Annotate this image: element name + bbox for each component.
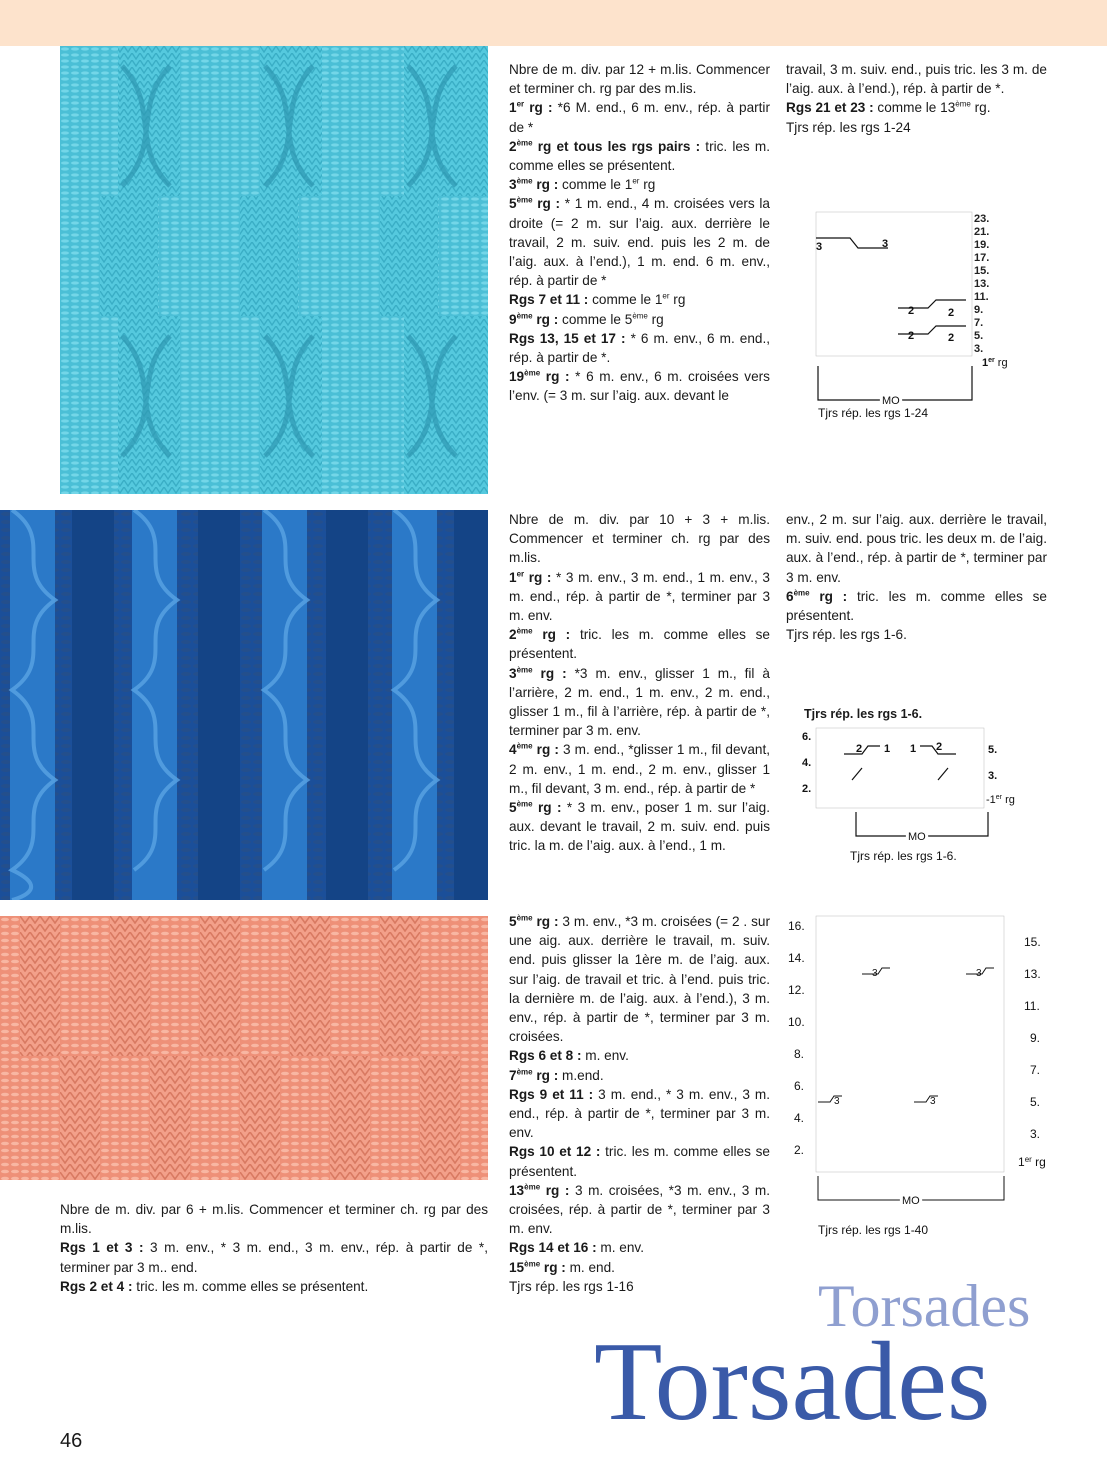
row-label: 12. (788, 983, 805, 997)
cable-number: 2 (948, 332, 955, 344)
first-row-label: 1er rg (1018, 1155, 1046, 1169)
pattern1-para: Rgs 21 et 23 : comme le 13ème rg. (786, 99, 991, 116)
row-label: 5. (988, 744, 998, 756)
cable-number: 3 (930, 1096, 936, 1107)
cable-number: 3 (834, 1096, 840, 1107)
pattern3-para: Nbre de m. div. par 6 + m.lis. Commencer et terminer ch. rg par des m.lis. (60, 1202, 488, 1237)
pattern2-para: Nbre de m. div. par 10 + 3 + m.lis. Commencer et terminer ch. rg par des m.lis. (509, 512, 770, 566)
row-label: 11. (974, 291, 989, 303)
cable-number: 2 (908, 305, 915, 317)
cable-number: 3 (816, 241, 823, 253)
pattern2-para: env., 2 m. sur l’aig. aux. derrière le travail, m. suiv. end. pous tric. les deux m. de l’aig. aux. à l’end., rép. à partir de *, terminer par 3 m. env. (786, 512, 1047, 585)
top-banner (0, 0, 1107, 46)
pattern3-para: Rgs 9 et 11 : 3 m. end., * 3 m. env., 3 m. end., rép. à partir de *, terminer par 3 m. env. (509, 1086, 770, 1141)
pattern2-para: 2ème rg : tric. les m. comme elles se présentent. (509, 626, 770, 662)
pattern3-para: Rgs 2 et 4 : tric. les m. comme elles se présentent. (60, 1278, 369, 1294)
row-label: 14. (788, 951, 805, 965)
pattern1-para: 1er rg : *6 M. end., 6 m. env., rép. à partir de * (509, 99, 770, 135)
row-label: 16. (788, 919, 805, 933)
row-label: 4. (802, 757, 812, 769)
page-title: Torsades (594, 1320, 991, 1444)
chart-caption: Tjrs rép. les rgs 1-24 (818, 406, 929, 420)
row-label: 7. (974, 317, 984, 329)
cable-number: 2 (936, 741, 943, 753)
pattern3-para: 7ème rg : m.end. (509, 1067, 604, 1083)
pattern1-para: Rgs 7 et 11 : comme le 1er rg (509, 291, 686, 308)
pattern2-instructions-col1 (509, 510, 770, 856)
pattern1-para: 9ème rg : comme le 5ème rg (509, 311, 664, 327)
row-label: 23. (974, 213, 990, 225)
row-label: 8. (794, 1047, 805, 1061)
pattern2-para: 1er rg : * 3 m. env., 3 m. end., 1 m. env., 3 m. end., rép. à partir de *, terminer par 3 m. env. (509, 569, 770, 624)
pattern2-para: 5ème rg : * 3 m. env., poser 1 m. sur l’aig. aux. devant le travail, 2 m. suiv. end. puis tric. la m. de l’aig. aux. à l’end., 1 m. (509, 799, 770, 854)
pattern3-instructions-col1 (509, 912, 770, 1296)
cable-number: 1 (884, 743, 891, 755)
row-label: 6. (794, 1079, 805, 1093)
page-title-shadow: Torsades (818, 1273, 1031, 1339)
pattern3-instructions-col0 (60, 1200, 488, 1296)
pattern1-para: 3ème rg : comme le 1er rg (509, 176, 656, 193)
row-label: 15. (1024, 935, 1041, 949)
knit-photo-blue-ribbed-cables (0, 510, 488, 900)
row-label: 3. (988, 770, 998, 782)
row-label: 5. (974, 330, 984, 342)
row-label: 7. (1030, 1063, 1041, 1077)
first-row-label: 1er rg (982, 357, 1008, 369)
knit-photo-salmon-crossed-stitches (0, 916, 488, 1180)
pattern2-para: 6ème rg : tric. les m. comme elles se présentent. (786, 588, 1047, 624)
pattern3-para: 15ème rg : m. end. (509, 1259, 615, 1275)
pattern3-para: Rgs 10 et 12 : tric. les m. comme elles se présentent. (509, 1144, 770, 1179)
row-label: 9. (974, 304, 984, 316)
cable-number: 2 (908, 330, 915, 342)
pattern1-para: travail, 3 m. suiv. end., puis tric. les 3 m. de l’aig. aux. à l’end.), rép. à partir de *. (786, 62, 1047, 97)
pattern3-para: Tjrs rép. les rgs 1-16 (509, 1278, 634, 1294)
pattern2-instructions-col2 (786, 510, 1047, 644)
pattern1-chart (810, 208, 1040, 423)
row-label: 17. (974, 252, 990, 264)
row-label: 2. (794, 1143, 805, 1157)
pattern3-para: Rgs 6 et 8 : m. env. (509, 1048, 629, 1064)
row-label: 3. (974, 343, 984, 355)
pattern1-para: 5ème rg : * 1 m. end., 4 m. croisées vers la droite (= 2 m. sur l’aig. aux. derrière le travail, 2 m. suiv. end. puis les 2 m. de l’aig. aux. à l’end.), 1 m. end. 6 m. env., rép. à partir de * (509, 195, 770, 289)
chart-caption: Tjrs rép. les rgs 1-40 (818, 1223, 929, 1237)
cable-number: 3 (882, 238, 889, 250)
cable-number: 2 (948, 307, 955, 319)
pattern1-para: 2ème rg et tous les rgs pairs : tric. les m. comme elles se présentent. (509, 138, 770, 174)
first-row-label: -1er rg (986, 794, 1015, 806)
row-label: 5. (1030, 1095, 1041, 1109)
row-label: 15. (974, 265, 990, 277)
chart-caption: Tjrs rép. les rgs 1-6. (850, 849, 957, 863)
cable-number: 1 (910, 743, 917, 755)
pattern2-chart (800, 724, 1040, 866)
pattern3-para: 13ème rg : 3 m. croisées, *3 m. env., 3 m. croisées, rép. à partir de *, terminer par 3 m. env. (509, 1182, 770, 1237)
pattern1-para: Nbre de m. div. par 12 + m.lis. Commencer et terminer ch. rg par des m.lis. (509, 62, 770, 97)
row-label: 2. (802, 783, 812, 795)
mo-label: MO (908, 831, 926, 843)
chart-grid (816, 728, 984, 808)
row-label: 19. (974, 239, 990, 251)
chart-grid (816, 916, 1004, 1172)
pattern1-instructions-col2 (786, 60, 1047, 137)
knit-photo-light-blue-cables (60, 46, 488, 494)
mo-label: MO (902, 1195, 920, 1207)
chart2-top-caption: Tjrs rép. les rgs 1-6. (804, 707, 923, 721)
row-label: 3. (1030, 1127, 1041, 1141)
row-label: 6. (802, 731, 812, 743)
pattern3-para: Rgs 14 et 16 : m. env. (509, 1240, 644, 1256)
pattern2-para: 3ème rg : *3 m. env., glisser 1 m., fil à l’arrière, 2 m. end., 1 m. env., 2 m. end., glisser 1 m., fil à l’arrière, rép. à partir de *, terminer par 3 m. env. (509, 665, 770, 739)
row-label: 21. (974, 226, 990, 238)
row-label: 10. (788, 1015, 805, 1029)
row-label: 4. (794, 1111, 805, 1125)
pattern1-para: Tjrs rép. les rgs 1-24 (786, 119, 911, 135)
cable-line (938, 768, 948, 780)
page-number: 46 (60, 1430, 83, 1452)
pattern1-para: 19ème rg : * 6 m. env., 6 m. croisées vers l’env. (= 3 m. sur l’aig. aux. devant le (509, 368, 770, 404)
cable-number: 2 (856, 743, 863, 755)
cable-line (852, 768, 862, 780)
row-label: 11. (1024, 999, 1040, 1013)
row-label: 13. (1024, 967, 1041, 981)
pattern1-para: Rgs 13, 15 et 17 : * 6 m. env., 6 m. end., rép. à partir de *. (509, 330, 770, 366)
pattern2-para: 4ème rg : 3 m. end., *glisser 1 m., fil devant, 2 m. env., 1 m. end., 2 m. env., glisser 1 m., fil devant, 3 m. end., rép. à partir de * (509, 741, 770, 796)
pattern3-para: Rgs 1 et 3 : 3 m. env., * 3 m. end., 3 m. env., rép. à partir de *, terminer par 3 m.. end. (60, 1240, 488, 1275)
pattern3-chart (786, 912, 1056, 1242)
cable-line (816, 238, 888, 248)
cable-number: 3 (976, 968, 982, 979)
row-label: 13. (974, 278, 990, 290)
pattern1-instructions-col1 (509, 60, 770, 406)
pattern3-para: 5ème rg : 3 m. env., *3 m. croisées (= 2 . sur une aig. aux. derrière le travail, m. suiv. end. puis glisser la 1ère m. de l’aig. aux. sur l’aig. de travail et tric. à l’end. puis tric. la dernière m. de l’aig. aux. à l’end.), 3 m. env., rép. à partir de *, terminer par 3 m. croisées. (509, 913, 770, 1045)
row-label: 9. (1030, 1031, 1041, 1045)
mo-label: MO (882, 395, 900, 407)
cable-number: 3 (872, 968, 878, 979)
pattern2-para: Tjrs rép. les rgs 1-6. (786, 627, 907, 643)
